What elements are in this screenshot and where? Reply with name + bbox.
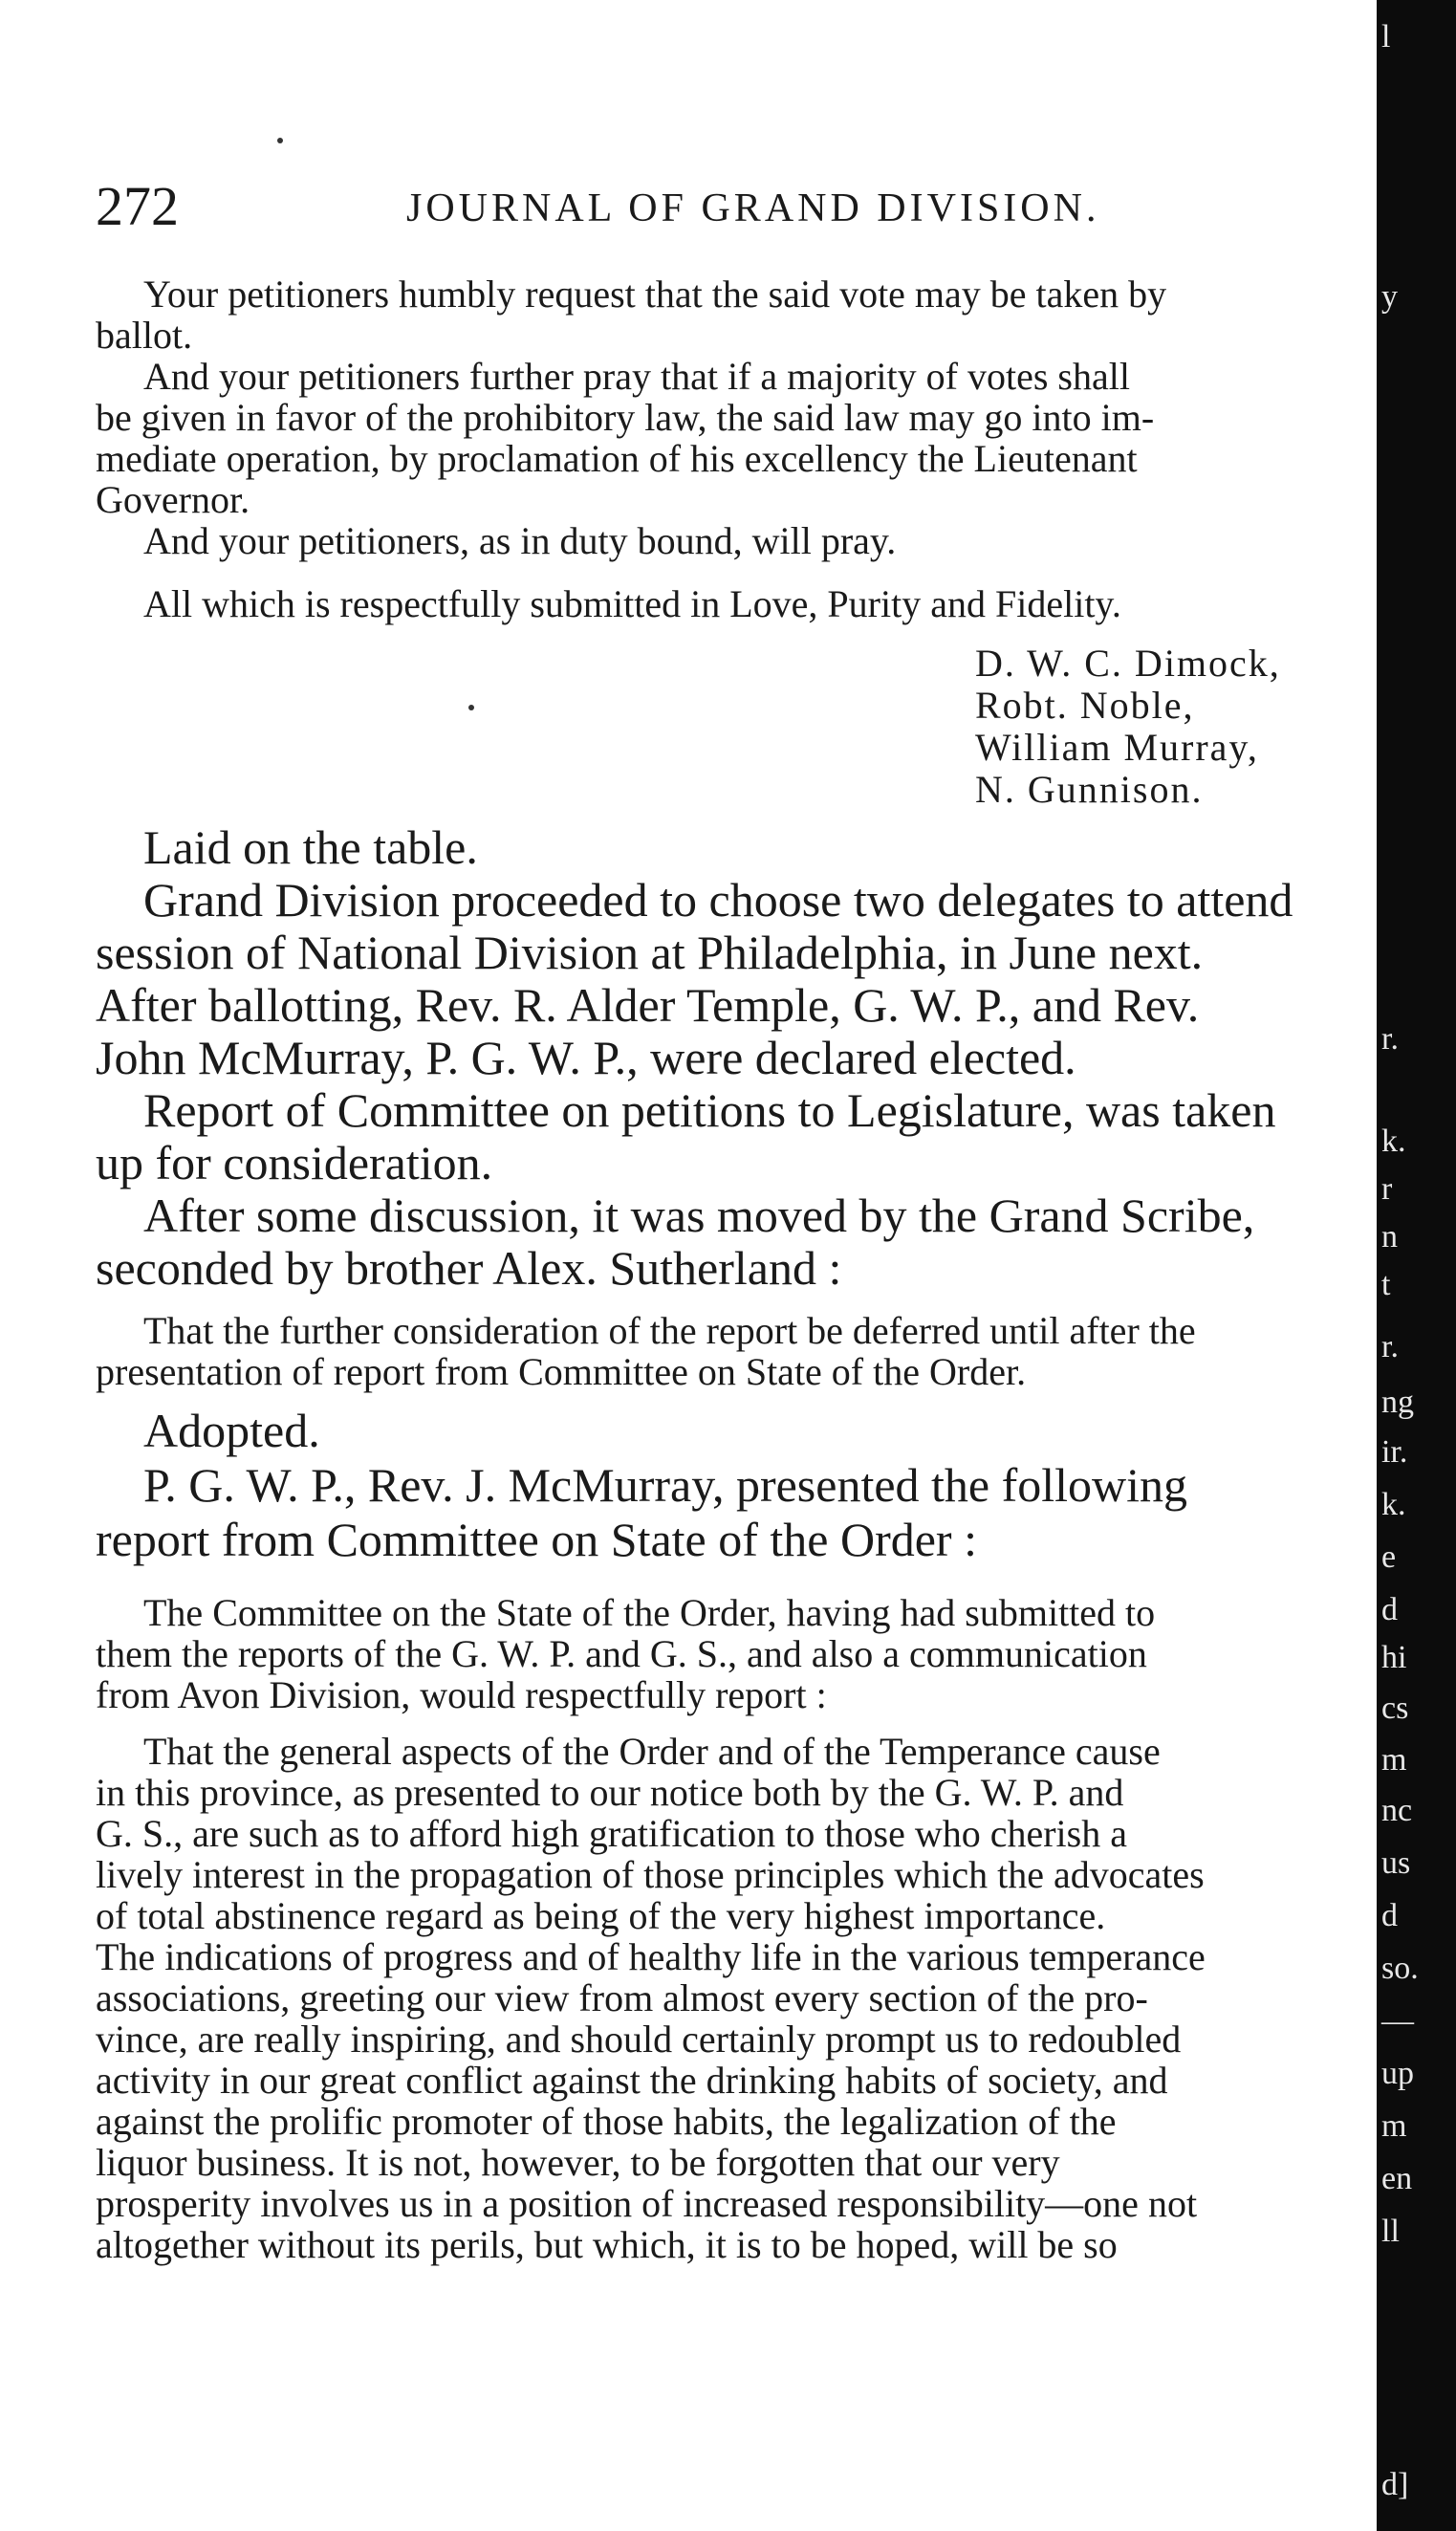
margin-fragment: r. — [1381, 1021, 1399, 1057]
facing-page-fragments — [1381, 0, 1439, 2531]
report-line: The Committee on the State of the Order, having had submitted to — [143, 1591, 1156, 1634]
margin-fragment: k. — [1381, 1124, 1406, 1159]
margin-fragment: m — [1381, 1742, 1407, 1778]
proceedings-line: After ballotting, Rev. R. Alder Temple, G. W. P., and Rev. — [96, 978, 1200, 1032]
print-speck — [468, 705, 474, 710]
report-line: against the prolific promoter of those habits, the legalization of the — [96, 2100, 1117, 2143]
signatory: N. Gunnison. — [975, 768, 1204, 811]
motion-line: presentation of report from Committee on State of the Order. — [96, 1350, 1027, 1393]
margin-fragment: e — [1381, 1539, 1397, 1575]
report-line: vince, are really inspiring, and should certainly prompt us to redoubled — [96, 2018, 1182, 2061]
signatory: William Murray, — [975, 726, 1259, 769]
margin-fragment: l — [1381, 19, 1391, 55]
proceedings-line: Report of Committee on petitions to Legislature, was taken — [143, 1083, 1276, 1137]
margin-fragment: d — [1381, 1592, 1398, 1627]
margin-fragment: m — [1381, 2108, 1407, 2144]
proceedings-line: John McMurray, P. G. W. P., were declared elected. — [96, 1031, 1076, 1084]
margin-fragment: t — [1381, 1267, 1391, 1302]
petition-line: Your petitioners humbly request that the said vote may be taken by — [143, 273, 1167, 316]
report-line: liquor business. It is not, however, to be forgotten that our very — [96, 2141, 1060, 2184]
report-line: The indications of progress and of healthy life in the various temperance — [96, 1935, 1206, 1978]
proceedings-line: seconded by brother Alex. Sutherland : — [96, 1241, 842, 1295]
report-line: G. S., are such as to afford high gratification to those who cherish a — [96, 1812, 1127, 1855]
signatory: Robt. Noble, — [975, 684, 1195, 727]
petition-line: And your petitioners further pray that if a majority of votes shall — [143, 355, 1130, 398]
running-title: JOURNAL OF GRAND DIVISION. — [406, 186, 1100, 230]
report-line: of total abstinence regard as being of the very highest importance. — [96, 1894, 1106, 1937]
report-line: prosperity involves us in a position of increased responsibility—one not — [96, 2182, 1198, 2225]
report-line: lively interest in the propagation of those principles which the advocates — [96, 1853, 1205, 1896]
proceedings-line: up for consideration. — [96, 1136, 493, 1189]
margin-fragment: up — [1381, 2056, 1414, 2091]
report-line: altogether without its perils, but which, it is to be hoped, will be so — [96, 2223, 1118, 2266]
margin-fragment: cs — [1381, 1691, 1409, 1726]
report-line: from Avon Division, would respectfully report : — [96, 1673, 827, 1716]
petition-line: mediate operation, by proclamation of his excellency the Lieutenant — [96, 437, 1138, 480]
print-speck — [277, 138, 283, 143]
proceedings-line: report from Committee on State of the Order : — [96, 1513, 977, 1566]
margin-fragment: r. — [1381, 1329, 1399, 1364]
proceedings-line: session of National Division at Philadelphia, in June next. — [96, 926, 1204, 979]
margin-fragment: — — [1381, 2003, 1414, 2039]
margin-fragment: nc — [1381, 1793, 1413, 1828]
proceedings-line: After some discussion, it was moved by the Grand Scribe, — [143, 1189, 1255, 1242]
petition-line: And your petitioners, as in duty bound, will pray. — [143, 519, 897, 562]
petition-line: All which is respectfully submitted in Love, Purity and Fidelity. — [143, 582, 1121, 625]
margin-fragment: ir. — [1381, 1434, 1408, 1470]
margin-fragment: ng — [1381, 1385, 1414, 1420]
margin-fragment: d — [1381, 1898, 1398, 1933]
proceedings-line: Grand Division proceeded to choose two delegates to attend — [143, 873, 1293, 927]
motion-line: That the further consideration of the report be deferred until after the — [143, 1309, 1196, 1352]
report-line: in this province, as presented to our notice both by the G. W. P. and — [96, 1771, 1124, 1814]
petition-line: be given in favor of the prohibitory law, the said law may go into im- — [96, 396, 1155, 439]
report-line: activity in our great conflict against the drinking habits of society, and — [96, 2059, 1168, 2102]
proceedings-line: Laid on the table. — [143, 820, 478, 874]
report-line: associations, greeting our view from almost every section of the pro- — [96, 1976, 1148, 2019]
petition-line: ballot. — [96, 314, 193, 357]
report-line: That the general aspects of the Order and of the Temperance cause — [143, 1730, 1161, 1773]
proceedings-line: P. G. W. P., Rev. J. McMurray, presented the following — [143, 1458, 1188, 1512]
margin-fragment: hi — [1381, 1640, 1407, 1675]
margin-fragment: en — [1381, 2161, 1413, 2196]
margin-fragment: so. — [1381, 1951, 1419, 1986]
margin-fragment: y — [1381, 279, 1398, 315]
report-line: them the reports of the G. W. P. and G. S., and also a communication — [96, 1632, 1147, 1675]
margin-fragment: r — [1381, 1171, 1393, 1207]
margin-fragment: k. — [1381, 1487, 1406, 1522]
petition-line: Governor. — [96, 478, 250, 521]
proceedings-line: Adopted. — [143, 1404, 320, 1457]
margin-fragment: us — [1381, 1845, 1411, 1881]
margin-fragment: n — [1381, 1219, 1398, 1255]
page-number: 272 — [96, 175, 179, 237]
signatory: D. W. C. Dimock, — [975, 642, 1281, 685]
margin-fragment: d] — [1381, 2467, 1409, 2502]
page-header — [96, 174, 1367, 237]
margin-fragment: ll — [1381, 2214, 1400, 2249]
